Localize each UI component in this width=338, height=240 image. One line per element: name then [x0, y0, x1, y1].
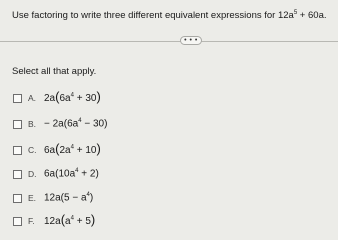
- checkbox[interactable]: [13, 120, 22, 129]
- question-text: [12, 10, 334, 21]
- divider: [0, 41, 338, 42]
- checkbox[interactable]: [13, 146, 22, 155]
- more-button[interactable]: • • •: [180, 36, 202, 45]
- option-expression: $6a(2a^4 + 10)$: [44, 141, 101, 156]
- option-letter: C.: [28, 145, 37, 155]
- option-e[interactable]: [13, 191, 93, 205]
- option-expression: $6a(10a^4 + 2)$: [44, 168, 99, 180]
- option-c[interactable]: [13, 143, 101, 157]
- option-f[interactable]: [13, 214, 95, 228]
- option-letter: E.: [28, 193, 37, 203]
- option-letter: A.: [28, 93, 37, 103]
- checkbox[interactable]: [13, 170, 22, 179]
- option-expression: $12a(5 - a^4)$: [44, 192, 94, 204]
- option-expression: $12a(a^4 + 5)$: [44, 212, 96, 227]
- option-letter: B.: [28, 119, 37, 129]
- option-b[interactable]: [13, 117, 107, 131]
- checkbox[interactable]: [13, 94, 22, 103]
- checkbox[interactable]: [13, 194, 22, 203]
- question-expression: $12a^5 + 60a$.: [277, 10, 327, 22]
- option-letter: F.: [28, 216, 35, 226]
- option-expression: $2a(6a^4 + 30)$: [44, 89, 101, 104]
- option-letter: D.: [28, 169, 37, 179]
- option-d[interactable]: [13, 167, 99, 181]
- question-prompt: Use factoring to write three different equivalent expressions for: [12, 10, 276, 22]
- instruction-text: Select all that apply.: [12, 66, 97, 77]
- option-a[interactable]: [13, 91, 101, 105]
- checkbox[interactable]: [13, 217, 22, 226]
- option-expression: − $2a(6a^4 - 30)$: [44, 118, 108, 130]
